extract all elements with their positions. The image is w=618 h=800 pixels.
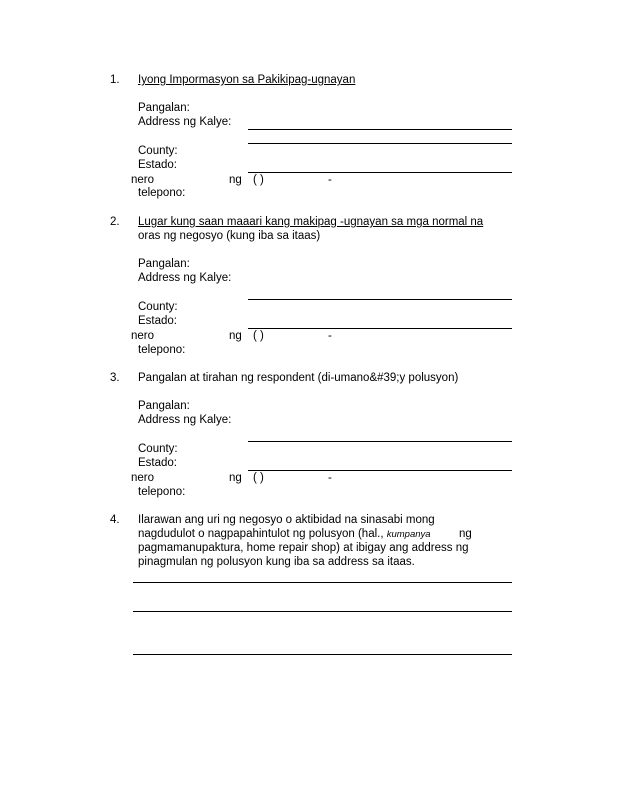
section-title-cont: oras ng negosyo (kung iba sa itaas) [138, 230, 321, 242]
phone-dash: - [328, 174, 332, 186]
street-label: Address ng Kalye: [138, 116, 232, 128]
county-label: County: [138, 301, 178, 313]
name-label: Pangalan: [138, 102, 190, 114]
section-title: Pangalan at tirahan ng respondent (di-umano&#39;y polusyon) [138, 372, 459, 384]
phone-dash: - [328, 330, 332, 342]
phone-label-cont: telepono: [138, 486, 186, 498]
phone-label-left: nero [131, 472, 155, 484]
phone-label-ng: ng [229, 330, 242, 342]
county-label: County: [138, 443, 178, 455]
street-input-line[interactable] [248, 143, 512, 144]
street-input-line[interactable] [248, 441, 512, 442]
section-number: 1. [110, 74, 120, 86]
description-line-3: pagmamanupaktura, home repair shop) at ibigay ang address ng [138, 542, 469, 554]
phone-label-cont: telepono: [138, 344, 186, 356]
section-number: 2. [110, 216, 120, 228]
name-street-input-line[interactable] [248, 129, 512, 130]
phone-label-ng: ng [229, 174, 242, 186]
description-italic-word: kumpanya [386, 529, 431, 540]
description-line-1: Ilarawan ang uri ng negosyo o aktibidad na sinasabi mong [138, 514, 435, 526]
answer-line-1[interactable] [133, 582, 512, 583]
state-label: Estado: [138, 315, 177, 327]
street-label: Address ng Kalye: [138, 414, 232, 426]
county-label: County: [138, 145, 178, 157]
answer-line-3[interactable] [133, 654, 512, 655]
description-line-2 [138, 527, 431, 542]
state-label: Estado: [138, 457, 177, 469]
phone-label-ng: ng [229, 472, 242, 484]
section-title: Iyong Impormasyon sa Pakikipag-ugnayan [138, 74, 356, 86]
section-number: 4. [110, 514, 120, 526]
section-number: 3. [110, 372, 120, 384]
description-line-4: pinagmulan ng polusyon kung iba sa address sa itaas. [138, 556, 415, 568]
phone-area-code[interactable]: ( ) [253, 174, 264, 186]
county-state-input-line[interactable] [248, 470, 512, 471]
state-label: Estado: [138, 159, 177, 171]
phone-area-code[interactable]: ( ) [253, 472, 264, 484]
description-trailing-word: ng [459, 528, 472, 540]
description-line-2-text: nagdudulot o nagpapahintulot ng polusyon (hal., [138, 528, 387, 540]
name-label: Pangalan: [138, 258, 190, 270]
phone-area-code[interactable]: ( ) [253, 330, 264, 342]
phone-label-cont: telepono: [138, 187, 186, 199]
county-state-input-line[interactable] [248, 172, 512, 173]
name-label: Pangalan: [138, 400, 190, 412]
answer-line-2[interactable] [133, 611, 512, 612]
phone-dash: - [328, 472, 332, 484]
phone-label-left: nero [131, 174, 155, 186]
street-input-line[interactable] [248, 299, 512, 300]
county-state-input-line[interactable] [248, 328, 512, 329]
street-label: Address ng Kalye: [138, 272, 232, 284]
section-title: Lugar kung saan maaari kang makipag -ugnayan sa mga normal na [138, 216, 484, 228]
phone-label-left: nero [131, 330, 155, 342]
